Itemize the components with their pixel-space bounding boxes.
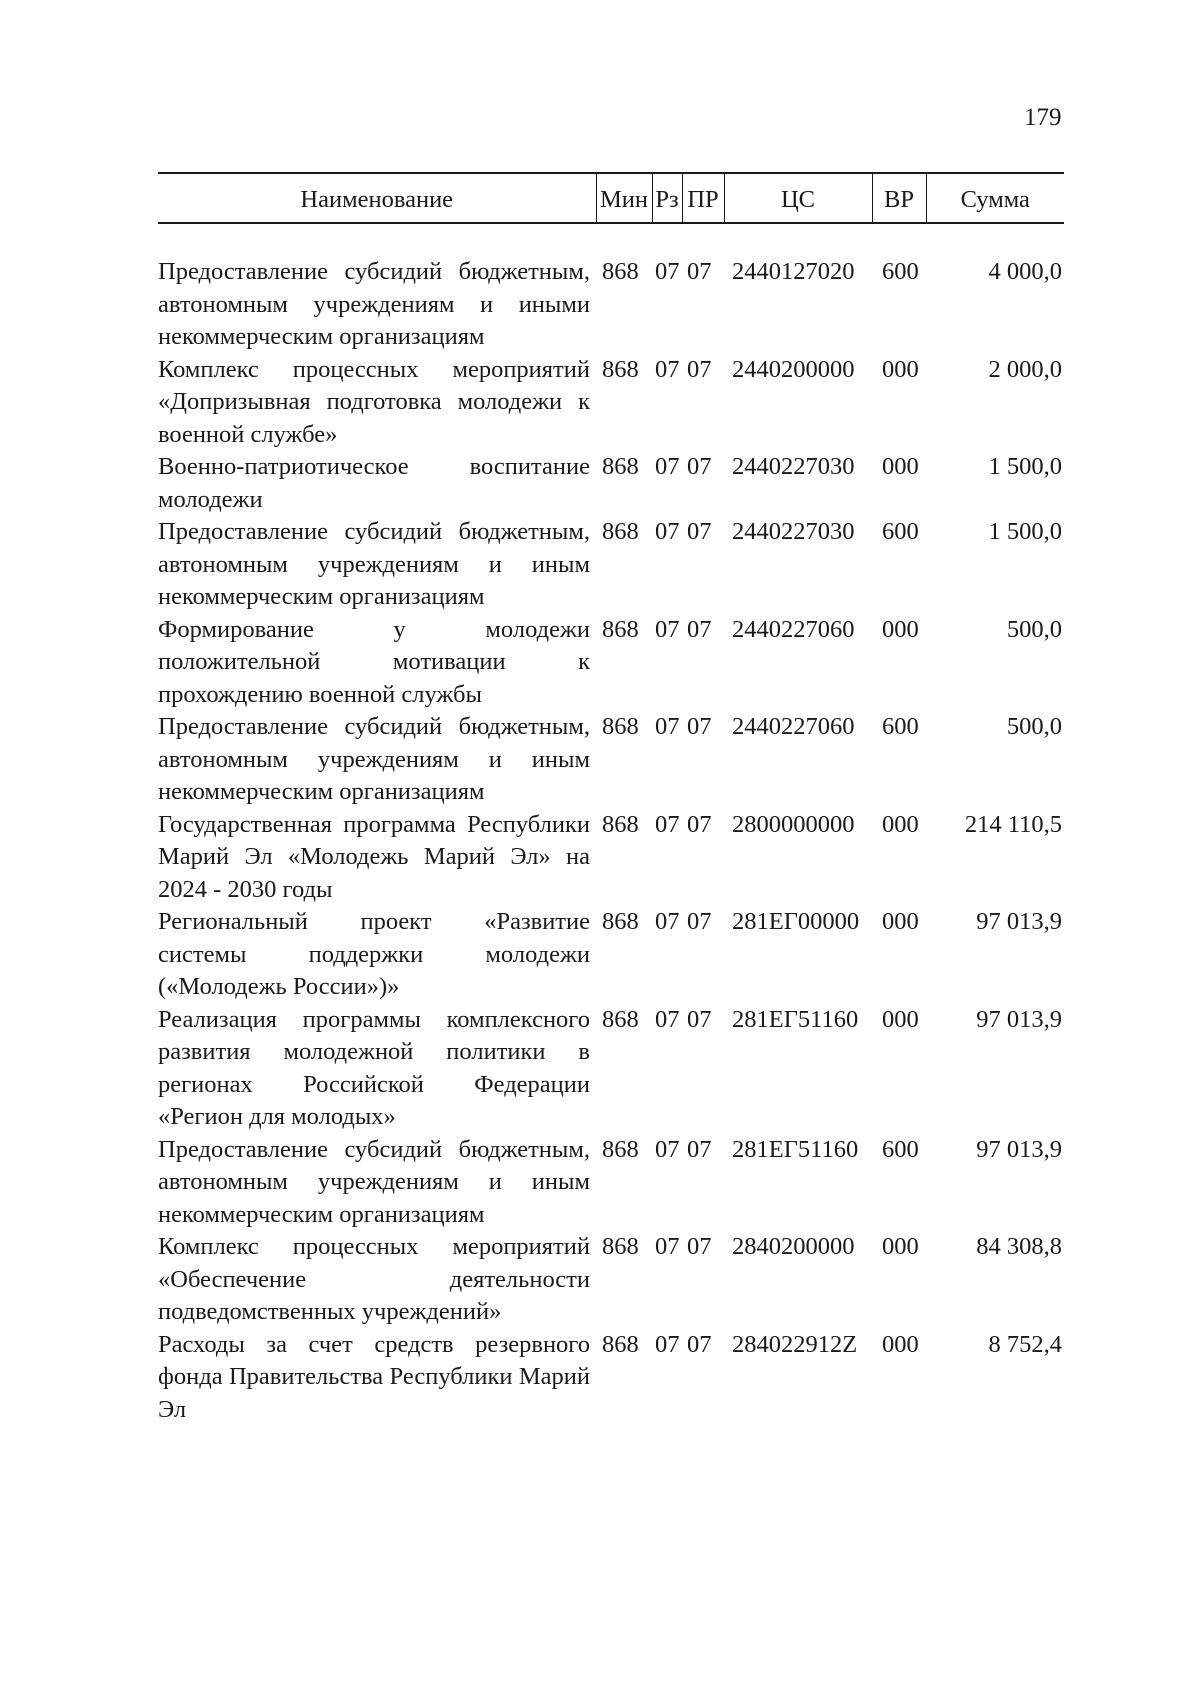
row-sum: 97 013,9 [976, 908, 1062, 935]
row-vr: 000 [882, 615, 919, 643]
row-sum: 97 013,9 [976, 1005, 1062, 1033]
header-spacer [158, 223, 1064, 256]
row-name [158, 614, 596, 712]
row-pr: 07 [687, 1005, 712, 1033]
row-sum: 97 013,9 [976, 1135, 1062, 1163]
row-rz: 07 [655, 1005, 680, 1033]
table-body [158, 256, 1064, 1426]
row-name [158, 256, 596, 354]
row-min: 868 [602, 908, 639, 935]
page-number: 179 [1024, 104, 1062, 131]
header-name: Наименование [158, 173, 596, 223]
row-pr: 07 [687, 1233, 712, 1260]
table-header [158, 173, 1064, 256]
row-name-text: Расходы за счет средств резервного фонда Правительства Республики Марий Эл [158, 1330, 590, 1423]
row-name [158, 1231, 596, 1329]
row-vr: 000 [882, 1005, 919, 1033]
table-row [158, 1329, 1064, 1427]
header-sum: Сумма [926, 173, 1064, 223]
row-min: 868 [602, 810, 639, 838]
row-name-text: Предоставление субсидий бюджетным, автономным учреждениям и иным некоммерческим организациям [158, 518, 590, 610]
row-name-text: Военно-патриотическое воспитание молодежи [158, 453, 590, 513]
row-vr: 000 [882, 1233, 919, 1260]
row-min: 868 [602, 453, 639, 480]
budget-table [158, 172, 1064, 1426]
row-rz: 07 [655, 258, 680, 285]
row-min: 868 [602, 1135, 639, 1163]
row-rz: 07 [655, 518, 680, 545]
table-row [158, 1134, 1064, 1232]
row-vr: 600 [882, 518, 919, 545]
row-rz: 07 [655, 615, 680, 643]
row-rz: 07 [655, 810, 680, 838]
row-name-text: Реализация программы комплексного развития молодежной политики в регионах Российской Федерации «Регион для молодых» [158, 1005, 590, 1130]
row-vr: 000 [882, 810, 919, 838]
row-sum: 8 752,4 [988, 1330, 1062, 1358]
table-row [158, 516, 1064, 614]
header-min: Мин [596, 173, 652, 223]
row-cs: 2800000000 [732, 810, 855, 838]
row-pr: 07 [687, 258, 712, 285]
row-cs: 281ЕГ51160 [732, 1135, 859, 1163]
row-min: 868 [602, 1330, 639, 1358]
table-row [158, 711, 1064, 809]
row-cs: 2440227060 [732, 615, 855, 643]
row-name-text: Предоставление субсидий бюджетным, автономным учреждениям и иными некоммерческим организациям [158, 258, 590, 350]
row-name [158, 451, 596, 516]
row-min: 868 [602, 1233, 639, 1260]
row-name [158, 1004, 596, 1134]
row-vr: 000 [882, 908, 919, 935]
row-cs: 284022912Z [732, 1330, 858, 1358]
row-name-text: Предоставление субсидий бюджетным, автономным учреждениям и иным некоммерческим организациям [158, 1135, 590, 1228]
row-sum: 84 308,8 [976, 1233, 1062, 1260]
table-row [158, 451, 1064, 516]
header-row [158, 173, 1064, 223]
row-vr: 000 [882, 453, 919, 480]
table-row [158, 614, 1064, 712]
row-name [158, 1329, 596, 1427]
header-rz: Рз [652, 173, 682, 223]
row-pr: 07 [687, 355, 712, 383]
row-pr: 07 [687, 453, 712, 480]
row-name-text: Государственная программа Республики Марий Эл «Молодежь Марий Эл» на 2024 - 2030 годы [158, 810, 590, 903]
header-pr: ПР [682, 173, 724, 223]
row-pr: 07 [687, 1135, 712, 1163]
table-row [158, 354, 1064, 452]
row-pr: 07 [687, 518, 712, 545]
row-cs: 281ЕГ51160 [732, 1005, 859, 1033]
row-min: 868 [602, 355, 639, 383]
row-rz: 07 [655, 453, 680, 480]
row-pr: 07 [687, 713, 712, 740]
row-vr: 600 [882, 713, 919, 740]
table-row [158, 906, 1064, 1004]
row-name-text: Региональный проект «Развитие системы поддержки молодежи («Молодежь России»)» [158, 908, 590, 1000]
row-rz: 07 [655, 908, 680, 935]
header-cs: ЦС [724, 173, 872, 223]
row-sum: 1 500,0 [988, 518, 1062, 545]
row-sum: 2 000,0 [988, 355, 1062, 383]
row-pr: 07 [687, 1330, 712, 1358]
row-min: 868 [602, 1005, 639, 1033]
row-cs: 2440127020 [732, 258, 855, 285]
row-rz: 07 [655, 713, 680, 740]
row-sum: 4 000,0 [988, 258, 1062, 285]
row-name-text: Комплекс процессных мероприятий «Обеспечение деятельности подведомственных учреждений» [158, 1233, 590, 1325]
row-name-text: Формирование у молодежи положительной мотивации к прохождению военной службы [158, 615, 590, 708]
row-sum: 500,0 [1006, 615, 1062, 643]
row-rz: 07 [655, 1233, 680, 1260]
row-cs: 2440227030 [732, 518, 855, 545]
row-pr: 07 [687, 810, 712, 838]
row-min: 868 [602, 713, 639, 740]
row-name-text: Комплекс процессных мероприятий «Допризывная подготовка молодежи к военной службе» [158, 355, 590, 448]
row-name [158, 1134, 596, 1232]
row-name [158, 809, 596, 907]
row-vr: 000 [882, 355, 919, 383]
row-vr: 000 [882, 1330, 919, 1358]
row-cs: 2440227030 [732, 453, 855, 480]
row-name-text: Предоставление субсидий бюджетным, автономным учреждениям и иным некоммерческим организациям [158, 713, 590, 805]
row-vr: 600 [882, 258, 919, 285]
row-rz: 07 [655, 1330, 680, 1358]
row-rz: 07 [655, 355, 680, 383]
row-sum: 500,0 [1006, 713, 1062, 740]
row-name [158, 711, 596, 809]
row-cs: 2440200000 [732, 355, 855, 383]
table-row [158, 256, 1064, 354]
row-cs: 281ЕГ00000 [732, 908, 860, 935]
table-row [158, 809, 1064, 907]
row-sum: 1 500,0 [988, 453, 1062, 480]
row-sum: 214 110,5 [964, 810, 1062, 838]
row-name [158, 516, 596, 614]
row-name [158, 906, 596, 1004]
row-rz: 07 [655, 1135, 680, 1163]
header-vr: ВР [872, 173, 926, 223]
row-pr: 07 [687, 615, 712, 643]
row-min: 868 [602, 258, 639, 285]
table-row [158, 1004, 1064, 1134]
row-cs: 2840200000 [732, 1233, 855, 1260]
row-min: 868 [602, 615, 639, 643]
row-name [158, 354, 596, 452]
row-pr: 07 [687, 908, 712, 935]
row-min: 868 [602, 518, 639, 545]
row-vr: 600 [882, 1135, 919, 1163]
table-row [158, 1231, 1064, 1329]
row-cs: 2440227060 [732, 713, 855, 740]
